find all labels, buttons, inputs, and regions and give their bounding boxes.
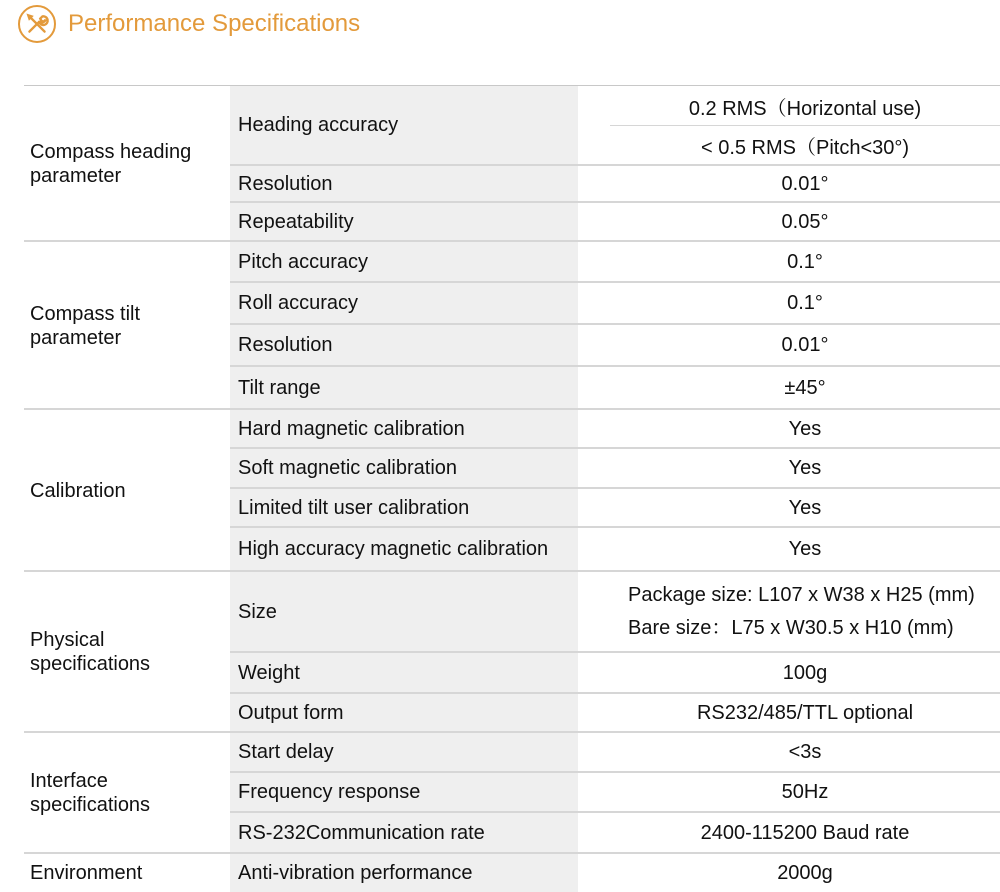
- row-value: 0.01°: [781, 334, 829, 356]
- divider: [230, 281, 1000, 283]
- row-value: [610, 572, 1000, 652]
- divider: [230, 447, 1000, 449]
- divider: [230, 323, 1000, 325]
- row-label: Start delay: [230, 733, 578, 772]
- divider: [24, 240, 1000, 242]
- category-cell: Interface specifications: [24, 733, 230, 853]
- row-value: 0.1°: [787, 292, 823, 314]
- divider: [230, 526, 1000, 528]
- row-value: Yes: [788, 496, 822, 519]
- row-value: Yes: [788, 538, 822, 560]
- row-label: Resolution: [230, 166, 578, 202]
- row-value: RS232/485/TTL optional: [696, 701, 914, 724]
- section-header: [18, 4, 360, 44]
- size-package: Package size: L107 x W38 x H25 (mm): [628, 584, 975, 606]
- row-value: ±45°: [784, 376, 826, 399]
- divider: [230, 692, 1000, 694]
- row-value: 100g: [782, 661, 828, 684]
- row-value: 50Hz: [781, 781, 829, 803]
- row-label: Heading accuracy: [230, 86, 578, 165]
- row-label: Soft magnetic calibration: [230, 449, 578, 488]
- divider: [230, 164, 1000, 166]
- row-label: High accuracy magnetic calibration: [230, 528, 578, 571]
- row-label: Limited tilt user calibration: [230, 489, 578, 527]
- row-value: 0.05°: [781, 210, 829, 233]
- row-value: < 0.5 RMS（Pitch<30°): [700, 137, 910, 159]
- row-value: 0.2 RMS（Horizontal use): [688, 97, 922, 120]
- size-bare: Bare size：L75 x W30.5 x H10 (mm): [628, 617, 954, 639]
- category-cell: Environment: [24, 854, 230, 892]
- row-label: Repeatability: [230, 203, 578, 241]
- row-label: Size: [230, 572, 578, 652]
- divider: [24, 852, 1000, 854]
- row-label: Pitch accuracy: [230, 242, 578, 282]
- category-cell: Compass tilt parameter: [24, 242, 230, 409]
- divider: [230, 487, 1000, 489]
- divider: [230, 651, 1000, 653]
- divider: [230, 201, 1000, 203]
- category-cell: Physical specifications: [24, 572, 230, 732]
- row-label: Roll accuracy: [230, 283, 578, 324]
- divider: [24, 408, 1000, 410]
- row-value: <3s: [788, 741, 822, 763]
- row-value: 2000g: [777, 861, 833, 884]
- row-label: RS-232Communication rate: [230, 813, 578, 853]
- row-label: Weight: [230, 653, 578, 693]
- divider: [230, 771, 1000, 773]
- row-label: Frequency response: [230, 773, 578, 812]
- row-label: Output form: [230, 694, 578, 732]
- divider: [230, 365, 1000, 367]
- divider: [24, 570, 1000, 572]
- divider: [24, 731, 1000, 733]
- divider: [610, 125, 1000, 126]
- row-value: 0.01°: [781, 172, 829, 195]
- divider: [230, 811, 1000, 813]
- row-value: Yes: [788, 417, 822, 440]
- row-label: Anti-vibration performance: [230, 854, 578, 892]
- row-value: 2400-115200 Baud rate: [700, 821, 910, 844]
- tools-icon: [18, 5, 56, 43]
- category-cell: Calibration: [24, 410, 230, 571]
- row-label: Tilt range: [230, 367, 578, 409]
- page-title: Performance Specifications: [68, 10, 361, 37]
- category-cell: Compass heading parameter: [24, 86, 230, 241]
- row-label: Resolution: [230, 325, 578, 366]
- row-value: 0.1°: [787, 250, 823, 273]
- row-label: Hard magnetic calibration: [230, 410, 578, 448]
- row-value: Yes: [788, 457, 822, 479]
